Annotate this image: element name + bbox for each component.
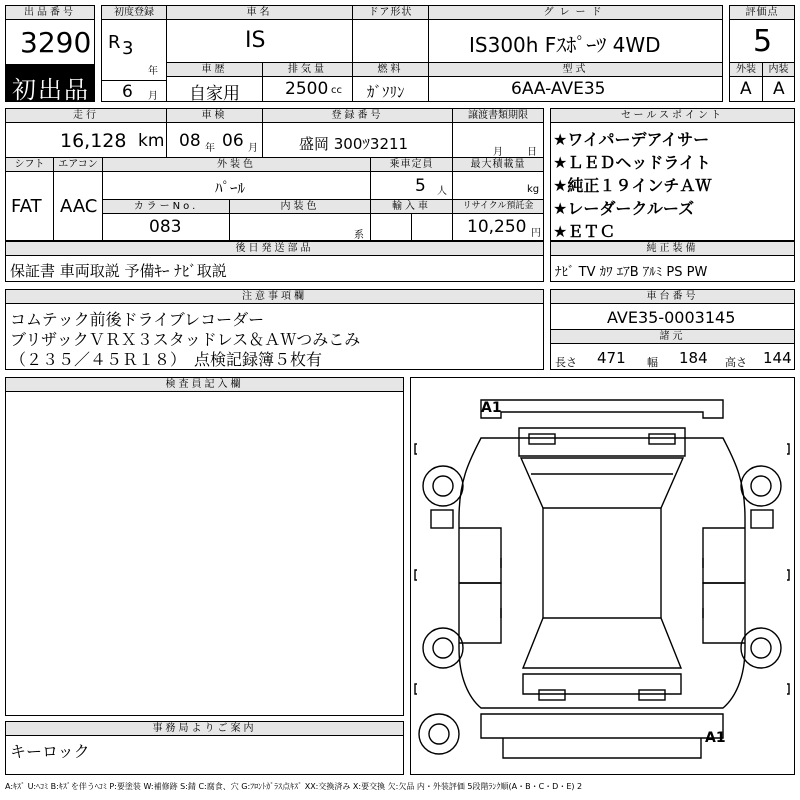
model: 6AA-AVE35: [511, 79, 606, 99]
first-listing: 初出品: [12, 76, 90, 102]
shift-label: シフト: [5, 157, 54, 172]
model-label: 型式: [428, 62, 723, 77]
model-cell: [428, 76, 723, 102]
import-cell: [370, 213, 412, 241]
car-history: 自家用: [189, 84, 240, 102]
mileage-label: 走行: [5, 108, 167, 123]
exterior-grade-label: 外装: [729, 62, 763, 77]
max-load-label: 最大積載量: [452, 157, 544, 172]
car-diagram: [410, 377, 795, 775]
registration-number-cell: [262, 122, 453, 158]
lot-number-cell: [5, 19, 95, 65]
displacement-cell: [262, 76, 353, 102]
sales-point-item: ★ＥＴＣ: [553, 222, 616, 241]
chassis-number: AVE35-0003145: [607, 308, 736, 327]
inspector-notes-cell: [5, 391, 404, 716]
first-registration-cell: [101, 19, 167, 81]
first-listing-badge: [5, 64, 95, 102]
color-number: 083: [149, 217, 182, 237]
aircon: AAC: [60, 196, 98, 217]
transfer-deadline-cell: [452, 122, 544, 158]
exterior-grade: A: [740, 79, 752, 99]
later-parts-label: 後日発送部品: [5, 241, 544, 256]
import-cell-2: [411, 213, 453, 241]
import-label: 輸入車: [370, 199, 453, 214]
aircon-label: エアコン: [53, 157, 103, 172]
shift: FAT: [11, 196, 42, 217]
car-history-cell: [166, 76, 263, 102]
car-name-label: 車名: [166, 5, 353, 20]
later-parts-cell: [5, 255, 544, 282]
lot-number: 3290: [20, 26, 92, 59]
fuel-label: 燃料: [352, 62, 429, 77]
capacity: 5: [415, 176, 426, 196]
car-name-cell: [166, 19, 353, 63]
exterior-color-label: 外装色: [102, 157, 371, 172]
width-label: 幅: [647, 356, 658, 369]
recycle-cell: [452, 213, 544, 241]
sales-point-item: ★レーダークルーズ: [553, 199, 695, 218]
inspection-month-unit: 月: [248, 143, 258, 154]
transfer-day: 日: [527, 147, 537, 158]
sales-point-item: ★純正１９インチＡＷ: [553, 176, 712, 195]
height: 144: [763, 349, 792, 367]
displacement: 2500: [285, 79, 329, 99]
mileage-unit: km: [138, 131, 165, 151]
notes-line: コムテック前後ドライブレコーダー: [10, 310, 265, 329]
inspection-year-unit: 年: [205, 143, 215, 154]
interior-grade: A: [773, 79, 785, 99]
capacity-unit: 人: [437, 186, 447, 197]
notes-line: （２３５／４５Ｒ１８） 点検記録簿５枚有: [10, 350, 323, 369]
displacement-label: 排気量: [262, 62, 353, 77]
car-outline-icon: [411, 378, 794, 774]
capacity-cell: [370, 171, 453, 200]
lot-number-label: 出品番号: [5, 5, 95, 20]
exterior-grade-cell: [729, 76, 763, 102]
interior-color-label: 内装色: [229, 199, 371, 214]
equipment-cell: [550, 255, 795, 282]
interior-grade-cell: [762, 76, 795, 102]
transfer-month: 月: [493, 147, 503, 158]
fuel: ｶﾞｿﾘﾝ: [367, 83, 405, 101]
office-notice-cell: [5, 735, 404, 775]
color-number-label: カラーNo.: [102, 199, 230, 214]
score-label: 評価点: [729, 5, 795, 20]
displacement-unit: cc: [331, 85, 342, 96]
notes-label: 注意事項欄: [5, 289, 544, 304]
max-load-unit: kg: [527, 184, 540, 195]
dimensions-label: 諸元: [550, 329, 795, 344]
door-cell: [352, 19, 429, 63]
car-history-label: 車歴: [166, 62, 263, 77]
legend: A:ｷｽﾞ U:ﾍｺﾐ B:ｷｽﾞを伴うﾍｺﾐ P:要塗装 W:補修跡 S:錆 C:腐食、穴 G:ﾌﾛﾝﾄｶﾞﾗｽ点ｷｽﾞ XX:交換済み X:要交換 欠:欠品 内・外装評価 5段階ﾗﾝｸ順(A・B・C・D・E) 2: [5, 782, 583, 791]
car-name: IS: [245, 28, 266, 53]
interior-color-unit: 系: [354, 230, 364, 241]
reg-month: 6: [122, 82, 133, 102]
dimensions-cell: [550, 343, 795, 370]
grade-label: グレード: [428, 5, 723, 20]
width: 184: [679, 349, 708, 367]
recycle-deposit: 10,250: [467, 217, 527, 237]
later-parts: 保証書 車両取説 予備ｷｰ ﾅﾋﾞ取説: [10, 262, 227, 280]
office-notice-label: 事務局よりご案内: [5, 721, 404, 736]
grade: IS300h Fｽﾎﾟｰﾂ 4WD: [469, 33, 661, 57]
equipment-label: 純正装備: [550, 241, 795, 256]
transfer-deadline-label: 譲渡書類期限: [452, 108, 544, 123]
damage-mark: A1: [705, 730, 726, 746]
inspection-year: 08: [179, 131, 201, 151]
height-label: 高さ: [725, 356, 747, 369]
length: 471: [597, 349, 626, 367]
inspection-label: 車検: [166, 108, 263, 123]
mileage-cell: [5, 122, 167, 158]
exterior-color: ﾊﾟｰﾙ: [215, 179, 246, 197]
length-label: 長さ: [555, 356, 577, 369]
reg-year: 3: [122, 38, 134, 59]
sales-point-item: ★ワイパーデアイサー: [553, 130, 710, 149]
exterior-color-cell: [102, 171, 371, 200]
interior-grade-label: 内装: [762, 62, 795, 77]
chassis-number-cell: [550, 303, 795, 330]
recycle-label: リサイクル預託金: [452, 199, 544, 214]
year-unit: 年: [148, 66, 158, 77]
era: R: [108, 32, 121, 53]
equipment: ﾅﾋﾞ TV ｶﾜ ｴｱB ｱﾙﾐ PS PW: [555, 265, 708, 280]
notes-cell: [5, 303, 544, 370]
notes-line: ブリザックＶＲＸ３スタッドレス＆ＡＷつみこみ: [10, 330, 361, 349]
score-cell: [729, 19, 795, 63]
interior-color-cell: [229, 213, 371, 241]
inspection-month: 06: [222, 131, 244, 151]
sales-points-cell: [550, 122, 795, 241]
recycle-unit: 円: [531, 228, 541, 239]
sales-point-item: ★ＬＥＤヘッドライト: [553, 153, 711, 172]
fuel-cell: [352, 76, 429, 102]
color-number-cell: [102, 213, 230, 241]
door-label: ドア形状: [352, 5, 429, 20]
capacity-label: 乗車定員: [370, 157, 453, 172]
office-notice: キーロック: [10, 742, 90, 761]
registration-number-label: 登録番号: [262, 108, 453, 123]
registration-number: 盛岡 300ﾂ3211: [299, 135, 409, 153]
aircon-cell: [53, 171, 103, 241]
chassis-number-label: 車台番号: [550, 289, 795, 304]
inspection-cell: [166, 122, 263, 158]
inspector-notes-label: 検査員記入欄: [5, 377, 404, 392]
max-load-cell: [452, 171, 544, 200]
reg-month-cell: [101, 80, 167, 102]
grade-cell: [428, 19, 723, 63]
first-registration-label: 初度登録: [101, 5, 167, 20]
damage-mark: A1: [481, 400, 502, 416]
score: 5: [753, 24, 773, 59]
sales-points-label: セールスポイント: [550, 108, 795, 123]
mileage: 16,128: [60, 130, 127, 152]
month-unit: 月: [148, 91, 158, 102]
shift-cell: [5, 171, 54, 241]
